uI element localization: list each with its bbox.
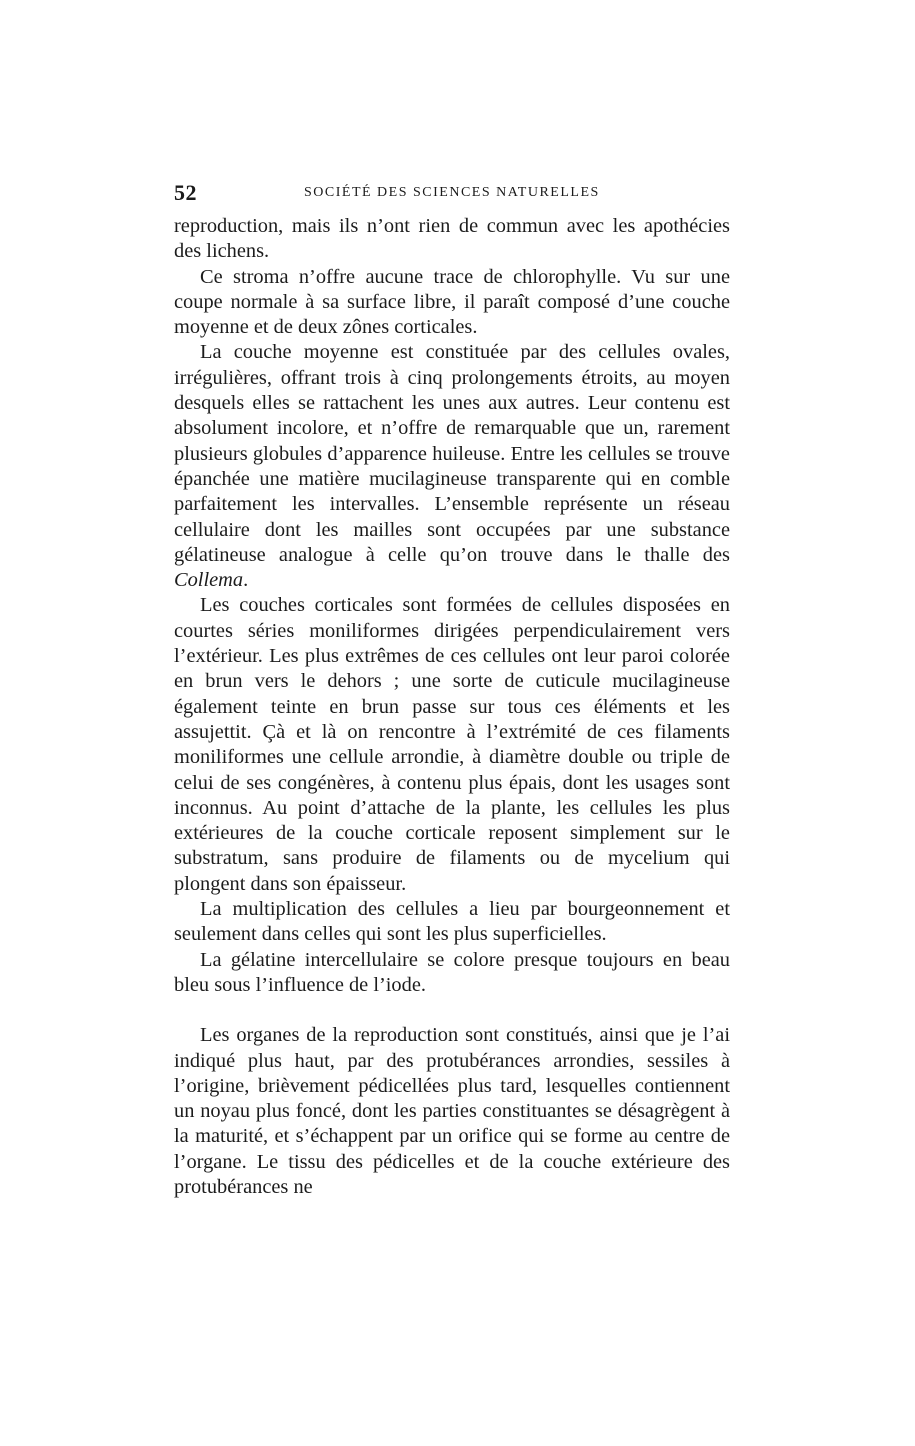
paragraph-gelatine: La gélatine intercellulaire se colore presque toujours en beau bleu sous l’influence de l’iode.	[174, 948, 730, 996]
paragraph-stroma: Ce stroma n’offre aucune trace de chlorophylle. Vu sur une coupe normale à sa surface libre, il paraît composé d’une couche moyenne et de deux zônes corticales.	[174, 265, 730, 339]
paragraph-couche-moyenne	[174, 340, 730, 593]
paragraph-text: La couche moyenne est constituée par des cellules ovales, irrégulières, offrant trois à cinq prolongements étroits, au moyen desquels elles se rattachent les unes aux autres. Leur contenu est absolument incolore, et n’offre de remarquable que un, rarement plusieurs globules d’apparence huileuse. Entre les cellules se trouve épanchée une matière mucilagineuse transparente qui en comble parfaitement les intervalles. L’ensemble représente un réseau cellulaire dont les mailles sont occupées par une substance gélatineuse analogue à celle qu’on trouve dans le thalle des	[174, 341, 730, 566]
paragraph-multiplication: La multiplication des cellules a lieu par bourgeonnement et seulement dans celles qui sont les plus superficielles.	[174, 898, 730, 946]
paragraph-organes-reproduction: Les organes de la reproduction sont constitués, ainsi que je l’ai indiqué plus haut, par des protubérances arrondies, sessiles à l’origine, brièvement pédicellées plus tard, lesquelles contiennent un noyau plus foncé, dont les parties constituantes se désagrègent à la maturité, et s’échappent par un orifice qui se forme au centre de l’organe. Le tissu des pédicelles et de la couche extérieure des protubérances ne	[174, 1024, 730, 1198]
page-number: 52	[174, 180, 197, 205]
section-gap	[174, 998, 730, 1023]
genus-name: Collema	[174, 569, 244, 592]
body-text	[174, 214, 730, 1200]
paragraph-continuation: reproduction, mais ils n’ont rien de commun avec les apothécies des lichens.	[174, 215, 730, 263]
running-head: SOCIÉTÉ DES SCIENCES NATURELLES	[304, 185, 600, 200]
paragraph-couches-corticales: Les couches corticales sont formées de cellules disposées en courtes séries moniliformes dirigées perpendiculairement vers l’extérieur. Les plus extrêmes de ces cellules ont leur paroi colorée en brun vers le dehors ; une sorte de cuticule mucilagineuse également teinte en brun passe sur tous ces éléments et les assujettit. Çà et là on rencontre à l’extrémité de ces filaments moniliformes une cellule arrondie, à diamètre double ou triple de celui de ses congénères, à contenu plus épais, dont les usages sont inconnus. Au point d’attache de la plante, les cellules les plus extérieures de la couche corticale reposent simplement sur le substratum, sans produire de filaments ou de mycelium qui plongent dans son épaisseur.	[174, 594, 730, 895]
paragraph-text-end: .	[243, 569, 249, 592]
page-header	[174, 180, 730, 212]
